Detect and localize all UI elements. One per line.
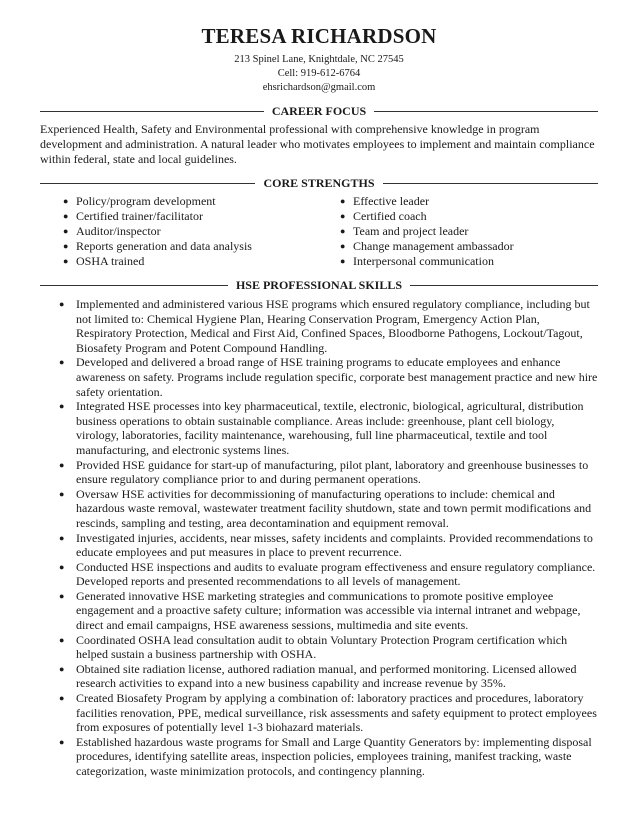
contact-block [40, 53, 598, 95]
list-item: ● Generated innovative HSE marketing strategies and communications to promote positive employee engagement and a proactive safety culture; information was accessible via internal intranet and webpage, direct and email campaigns, HSE awareness sessions, multimedia and site events. [76, 589, 598, 633]
section-title: HSE PROFESSIONAL SKILLS [235, 278, 403, 292]
career-focus-text: Experienced Health, Safety and Environmental professional with comprehensive knowledge in program development and administration. A natural leader who motivates employees to implement and maintain compliance within federal, state and local guidelines. [40, 122, 595, 166]
list-item: ● Implemented and administered various HSE programs which ensured regulatory compliance, including but not limited to: Chemical Hygiene Plan, Hearing Conservation Program, Emergency Action Plan, Respiratory Protection, Medical and First Aid, Confined Spaces, Bloodborne Pathogens, Lockout/Tagout, Biosafety Program and Potent Compound Handling. [76, 297, 598, 355]
divider [374, 111, 598, 112]
strengths-left-column [40, 194, 340, 269]
list-item: ● Certified trainer/facilitator [63, 209, 340, 224]
list-item: ● Team and project leader [340, 224, 514, 239]
list-item: ● Change management ambassador [340, 239, 514, 254]
list-item: ● Certified coach [340, 209, 514, 224]
list-item: ● Auditor/inspector [63, 224, 340, 239]
list-item: ● Obtained site radiation license, authored radiation manual, and performed monitoring. Licensed allowed research activities to expand into a new business capability and increase revenue by 35%. [76, 662, 598, 691]
list-item: ● Oversaw HSE activities for decommissioning of manufacturing operations to include: chemical and hazardous waste removal, wastewater treatment facility shutdown, state and town permit modifications and rescinds, sampling and testing, area decontamination and equipment removal. [76, 487, 598, 531]
list-item: ● Created Biosafety Program by applying a combination of: laboratory practices and procedures, laboratory facilities renovation, PPE, medical surveillance, risk assessments and safety equipment to protect employees from exposures of potentially level 1-3 biohazard materials. [76, 691, 598, 735]
list-item: ● Established hazardous waste programs for Small and Large Quantity Generators by: implementing disposal procedures, identifying satellite areas, inspection policies, employees training, manifest tracking, waste categorization, waste minimization protocols, and contingency planning. [76, 735, 598, 779]
core-strengths-heading [40, 175, 598, 191]
section-title: CORE STRENGTHS [263, 176, 375, 190]
list-item: ● Effective leader [340, 194, 514, 209]
list-item: ● Investigated injuries, accidents, near misses, safety incidents and complaints. Provided recommendations to educate employees and put measures in place to prevent recurrence. [76, 531, 598, 560]
divider [40, 285, 228, 286]
strengths-right-column [340, 194, 514, 269]
list-item: ● Policy/program development [63, 194, 340, 209]
core-strengths-list [40, 194, 598, 269]
list-item: ● Coordinated OSHA lead consultation audit to obtain Voluntary Protection Program certification which helped sustain a business partnership with OSHA. [76, 633, 598, 662]
divider [410, 285, 598, 286]
divider [40, 111, 264, 112]
divider [40, 183, 255, 184]
address: 213 Spinel Lane, Knightdale, NC 27545 [234, 54, 404, 65]
section-title: CAREER FOCUS [271, 104, 367, 118]
list-item: ● OSHA trained [63, 254, 340, 269]
cell-phone: Cell: 919-612-6764 [277, 68, 361, 79]
list-item: ● Integrated HSE processes into key pharmaceutical, textile, electronic, biological, agricultural, distribution business operations to obtain sustainable compliance. Areas include: greenhouse, plant cell biology, virology, laboratories, facility maintenance, warehousing, full line pharmaceutical, textile and tool manufacturing, and electronic systems lines. [76, 399, 598, 457]
email: ehsrichardson@gmail.com [262, 82, 376, 93]
hse-skills-list [40, 297, 598, 779]
list-item: ● Developed and delivered a broad range of HSE training programs to educate employees and enhance awareness on safety. Programs include regulation specific, corporate best management practice and new hire safety orientation. [76, 355, 598, 399]
list-item: ● Conducted HSE inspections and audits to evaluate program effectiveness and ensure regulatory compliance. Developed reports and presented recommendations to all levels of management. [76, 560, 598, 589]
career-focus-heading [40, 103, 598, 119]
list-item: ● Reports generation and data analysis [63, 239, 340, 254]
list-item: ● Interpersonal communication [340, 254, 514, 269]
list-item: ● Provided HSE guidance for start-up of manufacturing, pilot plant, laboratory and greenhouse businesses to ensure regulatory compliance prior to and during permanent operations. [76, 458, 598, 487]
hse-skills-heading [40, 277, 598, 293]
divider [383, 183, 598, 184]
candidate-name: TERESA RICHARDSON [201, 24, 437, 48]
